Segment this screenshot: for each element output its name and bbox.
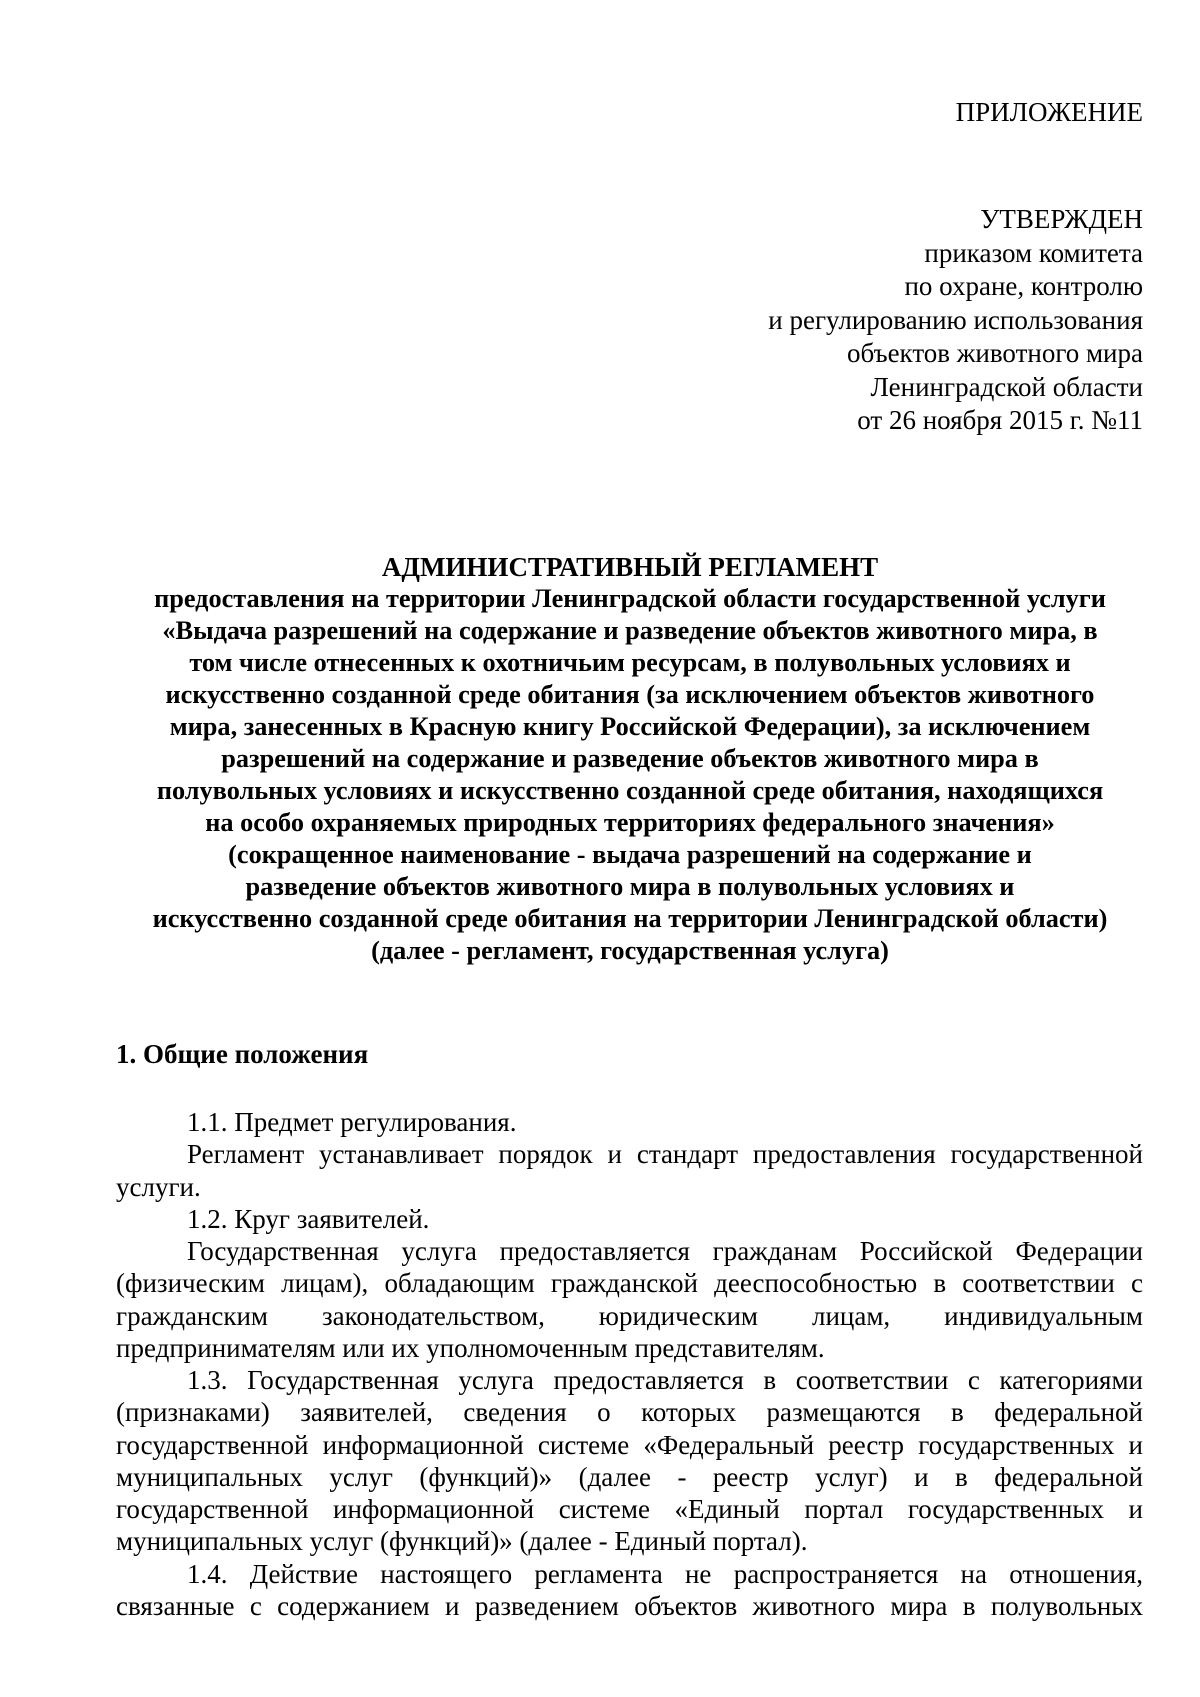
approval-line: по охране, контролю [904, 271, 1143, 301]
section-heading: 1. Общие положения [116, 1039, 369, 1069]
title-line: искусственно созданной среде обитания на территории Ленинградской области) [152, 904, 1108, 933]
approval-line: объектов животного мира [847, 338, 1143, 368]
approval-line: Ленинградской области [870, 371, 1143, 402]
title-line: том числе отнесенных к охотничьим ресурсам, в полувольных условиях и [189, 648, 1071, 677]
title-line: мира, занесенных в Красную книгу Российской Федерации), за исключением [169, 712, 1091, 741]
title-main: АДМИНИСТРАТИВНЫЙ РЕГЛАМЕНТ [381, 552, 879, 582]
approval-line: УТВЕРЖДЕН [980, 204, 1143, 234]
title-line: разрешений на содержание и разведение объектов животного мира в [221, 744, 1039, 773]
title-line: разведение объектов животного мира в полувольных условиях и [245, 872, 1015, 901]
appendix-label: ПРИЛОЖЕНИЕ [955, 97, 1143, 127]
approval-stamp [116, 203, 1143, 438]
document-title [100, 551, 1160, 967]
title-line: на особо охраняемых природных территориях федерального значения» [205, 808, 1055, 837]
paragraph: 1.3. Государственная услуга предоставляется в соответствии с категориями (признаками) заявителей, сведения о которых размещаются в федеральной государственной информационной системе «Федеральный реестр государственных и муниципальных услуг (функций)» (далее - реестр услуг) и в федеральной государственной информационной системе «Единый портал государственных и муниципальных услуг (функций)» (далее - Единый портал). [116, 1365, 1143, 1557]
title-line: предоставления на территории Ленинградской области государственной услуги [154, 584, 1106, 613]
section-body [116, 1106, 1143, 1622]
title-line: (сокращенное наименование - выдача разрешений на содержание и [228, 840, 1032, 869]
paragraph: Регламент устанавливает порядок и стандарт предоставления государственной услуги. [116, 1139, 1143, 1202]
approval-line: приказом комитета [924, 237, 1143, 268]
paragraph: 1.2. Круг заявителей. [187, 1203, 430, 1234]
approval-line: и регулированию использования [768, 304, 1143, 335]
title-line: «Выдача разрешений на содержание и разведение объектов животного мира, в [162, 616, 1098, 645]
title-line: полувольных условиях и искусственно созданной среде обитания, находящихся [156, 776, 1104, 805]
paragraph: Государственная услуга предоставляется гражданам Российской Федерации (физическим лицам), обладающим гражданской дееспособностью в соответствии с гражданским законодательством, юридическим лицам, индивидуальным предпринимателям или их уполномоченным представителям. [116, 1236, 1143, 1363]
title-line: (далее - регламент, государственная услуга) [371, 936, 889, 965]
paragraph: 1.4. Действие настоящего регламента не распространяется на отношения, связанные с содержанием и разведением объектов животного мира в полувольных [116, 1558, 1143, 1621]
approval-date-line: от 26 ноября 2015 г. №11 [857, 405, 1143, 435]
title-line: искусственно созданной среде обитания (за исключением объектов животного [165, 680, 1095, 709]
paragraph: 1.1. Предмет регулирования. [187, 1107, 517, 1137]
